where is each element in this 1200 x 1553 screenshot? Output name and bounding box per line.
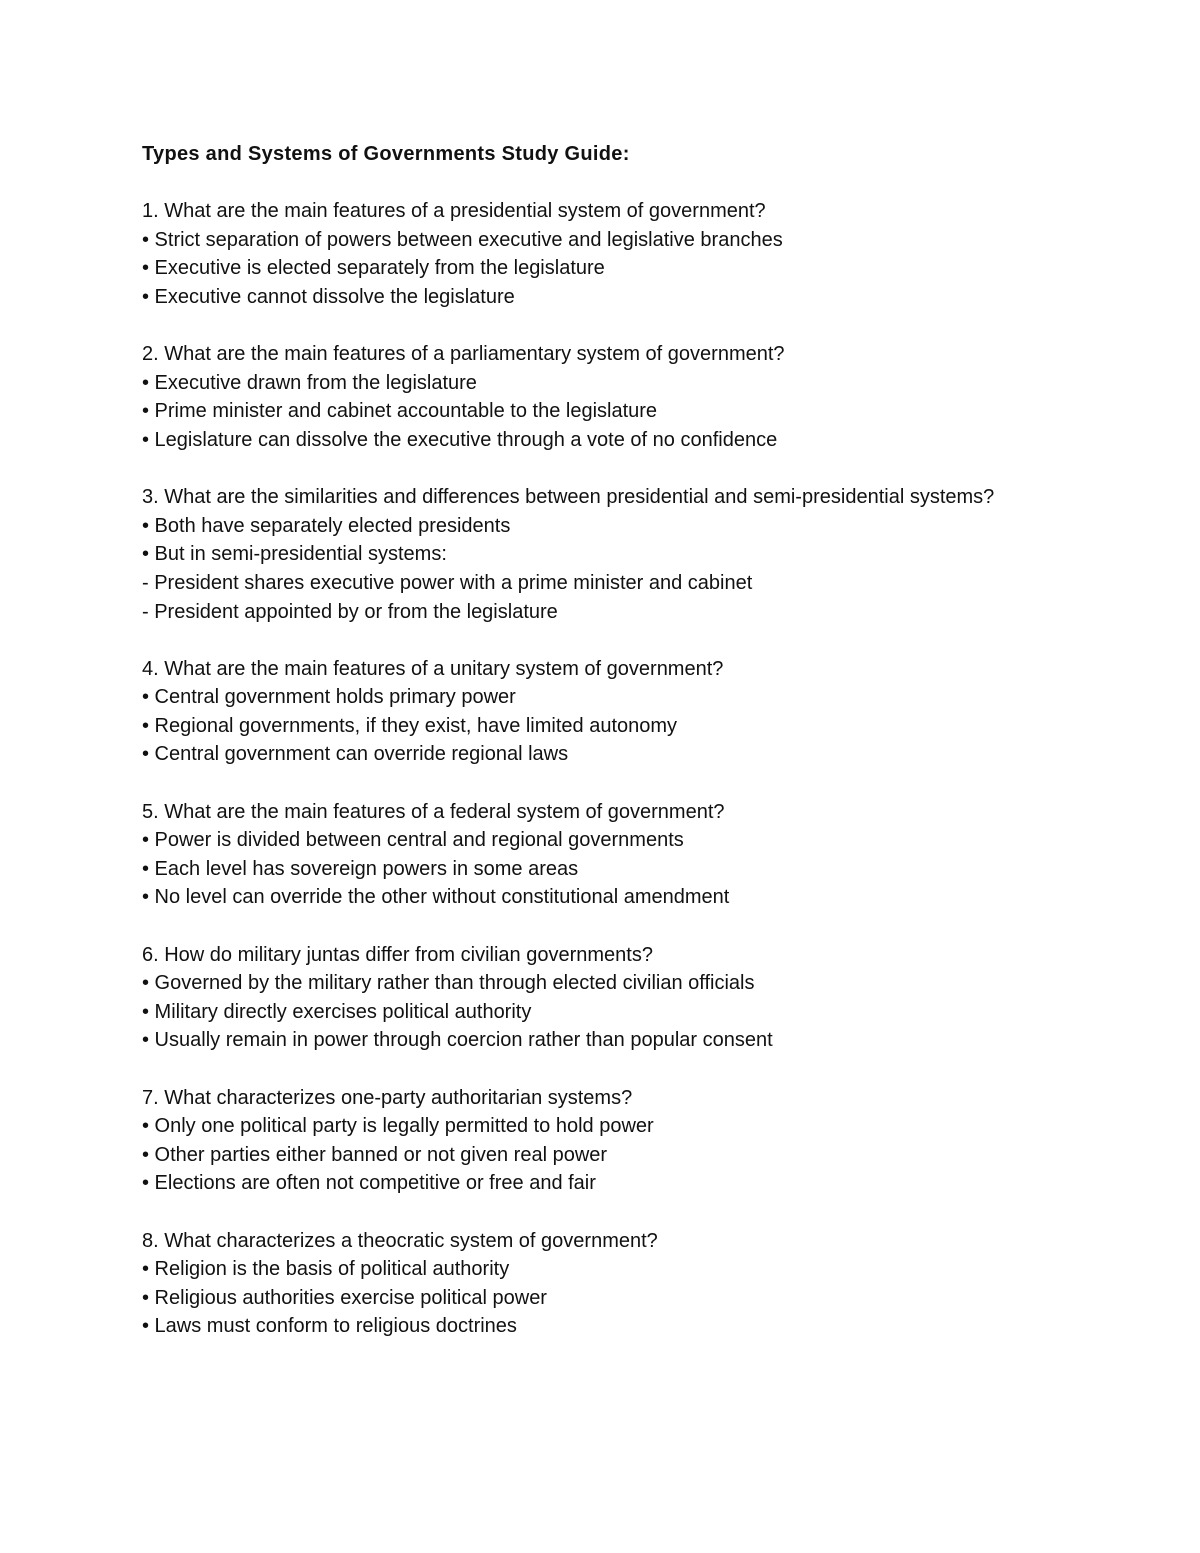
- section-4: [142, 655, 1042, 769]
- answer-line: - President appointed by or from the legislature: [142, 600, 558, 623]
- answer-line: • Central government can override regional laws: [142, 743, 569, 766]
- question-4: 4. What are the main features of a unitary system of government?: [142, 657, 724, 680]
- answer-line: • Each level has sovereign powers in some areas: [142, 857, 579, 880]
- document-title: Types and Systems of Governments Study Guide:: [142, 143, 630, 165]
- answer-line: - President shares executive power with a prime minister and cabinet: [142, 571, 753, 594]
- answer-line: • Governed by the military rather than through elected civilian officials: [142, 972, 755, 995]
- question-7: 7. What characterizes one-party authoritarian systems?: [142, 1086, 633, 1109]
- answer-line: • Regional governments, if they exist, have limited autonomy: [142, 714, 678, 737]
- answer-line: • Prime minister and cabinet accountable to the legislature: [142, 400, 658, 423]
- answer-line: • Military directly exercises political authority: [142, 1000, 532, 1023]
- section-5: [142, 798, 1042, 912]
- question-8: 8. What characterizes a theocratic system of government?: [142, 1229, 658, 1252]
- question-5: 5. What are the main features of a federal system of government?: [142, 800, 725, 823]
- answer-line: • Legislature can dissolve the executive through a vote of no confidence: [142, 428, 778, 451]
- question-2: 2. What are the main features of a parliamentary system of government?: [142, 343, 785, 366]
- answer-line: • Religious authorities exercise political power: [142, 1286, 547, 1309]
- answer-line: • But in semi-presidential systems:: [142, 543, 447, 566]
- answer-line: • Executive cannot dissolve the legislature: [142, 285, 515, 308]
- answer-line: • Only one political party is legally permitted to hold power: [142, 1115, 654, 1138]
- section-7: [142, 1084, 1042, 1198]
- answer-line: • Religion is the basis of political authority: [142, 1258, 510, 1281]
- answer-line: • No level can override the other without constitutional amendment: [142, 886, 730, 909]
- document-body: [142, 140, 1042, 1341]
- section-6: [142, 941, 1042, 1055]
- section-2: [142, 340, 1042, 454]
- answer-line: • Laws must conform to religious doctrines: [142, 1315, 517, 1338]
- answer-line: • Executive drawn from the legislature: [142, 371, 477, 394]
- answer-line: • Central government holds primary power: [142, 686, 516, 709]
- answer-line: • Strict separation of powers between executive and legislative branches: [142, 228, 783, 251]
- section-1: [142, 197, 1042, 311]
- answer-line: • Power is divided between central and regional governments: [142, 829, 684, 852]
- question-1: 1. What are the main features of a presidential system of government?: [142, 200, 766, 223]
- question-3: 3. What are the similarities and differences between presidential and semi-presidential systems?: [142, 486, 995, 509]
- section-8: [142, 1227, 1042, 1341]
- section-3: [142, 483, 1042, 626]
- answer-line: • Usually remain in power through coercion rather than popular consent: [142, 1029, 773, 1052]
- answer-line: • Other parties either banned or not given real power: [142, 1143, 608, 1166]
- question-6: 6. How do military juntas differ from civilian governments?: [142, 943, 653, 966]
- answer-line: • Elections are often not competitive or free and fair: [142, 1172, 596, 1195]
- answer-line: • Executive is elected separately from the legislature: [142, 257, 605, 280]
- answer-line: • Both have separately elected presidents: [142, 514, 511, 537]
